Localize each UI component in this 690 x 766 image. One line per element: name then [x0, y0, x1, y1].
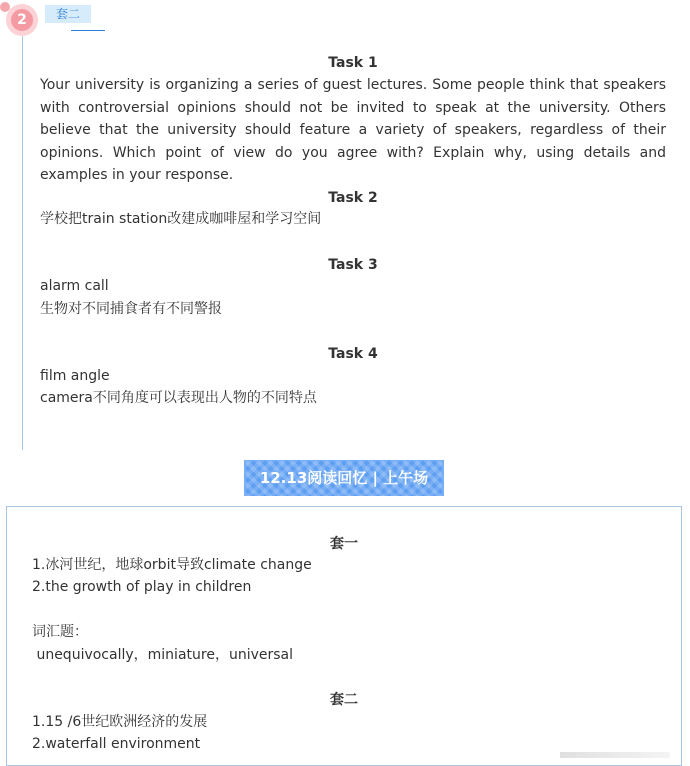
task-3-line-1: alarm call: [40, 278, 109, 294]
set-1-item-1: 1.冰河世纪，地球orbit导致climate change: [32, 557, 312, 573]
task-4-title: Task 4: [328, 346, 378, 362]
task-2-title: Task 2: [328, 190, 378, 206]
step-number: 2: [11, 9, 33, 31]
section-tag: 套二: [45, 5, 91, 23]
step-number-badge: [6, 4, 38, 36]
timeline-line: [22, 36, 23, 450]
task-1-prompt: Your university is organizing a series of guest lectures. Some people think that speakers with controversial opinions should not be invited to speak at the university. Others believe that the university should feature a variety of speakers, regardless of their opinions. Which point of view do you agree with? Explain why, using details and examples in your response.: [40, 77, 666, 183]
section-banner: 12.13阅读回忆 | 上午场: [244, 460, 444, 496]
set-2-item-1: 1.15 /6世纪欧洲经济的发展: [32, 714, 208, 730]
step-dot-decoration: [0, 2, 10, 12]
vocab-words: unequivocally，miniature，universal: [32, 647, 293, 663]
set-1-title: 套一: [330, 536, 358, 552]
task-4-line-2: camera不同角度可以表现出人物的不同特点: [40, 390, 317, 406]
tag-underline: [71, 30, 105, 31]
set-1-item-2: 2.the growth of play in children: [32, 579, 252, 595]
faded-footer-decoration: [560, 752, 670, 758]
task-2-line-1: 学校把train station改建成咖啡屋和学习空间: [40, 211, 322, 227]
task-4-line-1: film angle: [40, 368, 110, 384]
task-3-line-2: 生物对不同捕食者有不同警报: [40, 301, 222, 317]
task-1-title: Task 1: [328, 55, 378, 71]
set-2-item-2: 2.waterfall environment: [32, 736, 201, 752]
set-2-title: 套二: [330, 692, 358, 708]
task-3-title: Task 3: [328, 257, 378, 273]
vocab-label: 词汇题：: [32, 624, 88, 640]
